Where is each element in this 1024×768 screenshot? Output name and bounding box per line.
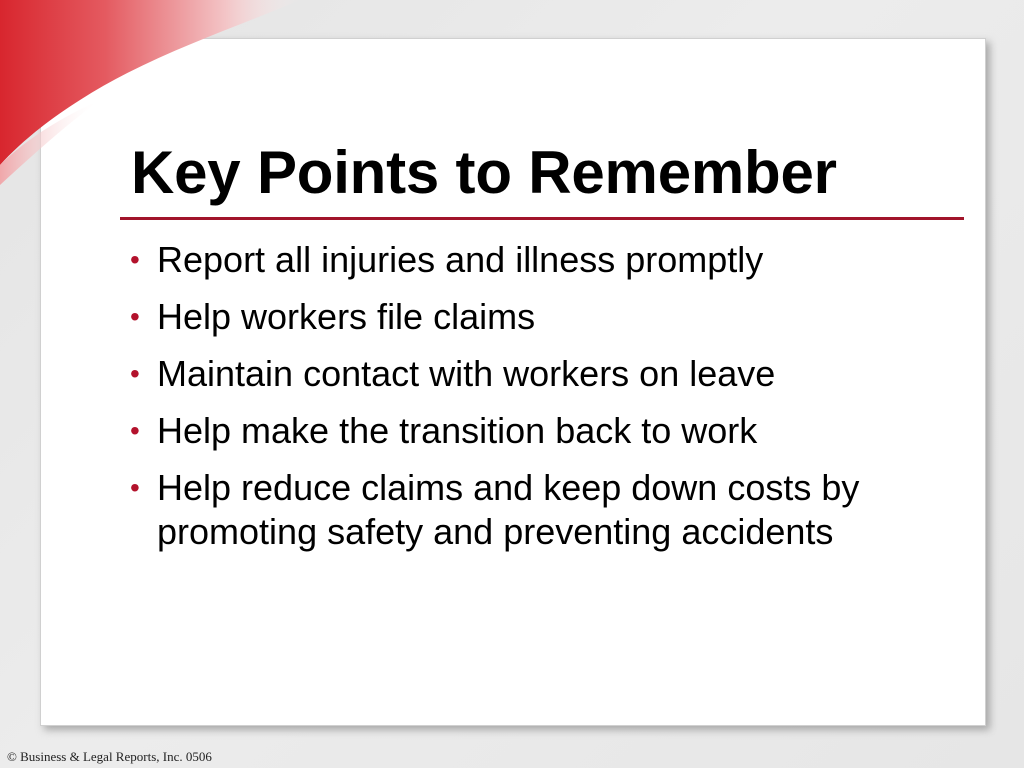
title-divider [120,217,964,220]
bullet-dot-icon: • [130,244,140,275]
bullet-text: Help reduce claims and keep down costs by promoting safety and preventing accidents [157,467,860,552]
bullet-text: Help make the transition back to work [157,410,758,451]
bullet-dot-icon: • [130,472,140,503]
bullet-dot-icon: • [130,301,140,332]
bullet-item [126,238,956,282]
bullet-dot-icon: • [130,358,140,389]
bullet-item [126,409,956,453]
bullet-dot-icon: • [130,415,140,446]
slide-title: Key Points to Remember [131,139,837,206]
copyright-footer: © Business & Legal Reports, Inc. 0506 [7,749,212,764]
bullet-text: Maintain contact with workers on leave [157,353,776,394]
bullet-item [126,352,956,396]
bullet-item [126,466,956,554]
bullet-text: Report all injuries and illness promptly [157,239,764,280]
bullet-list [126,238,956,567]
bullet-text: Help workers file claims [157,296,536,337]
bullet-item [126,295,956,339]
